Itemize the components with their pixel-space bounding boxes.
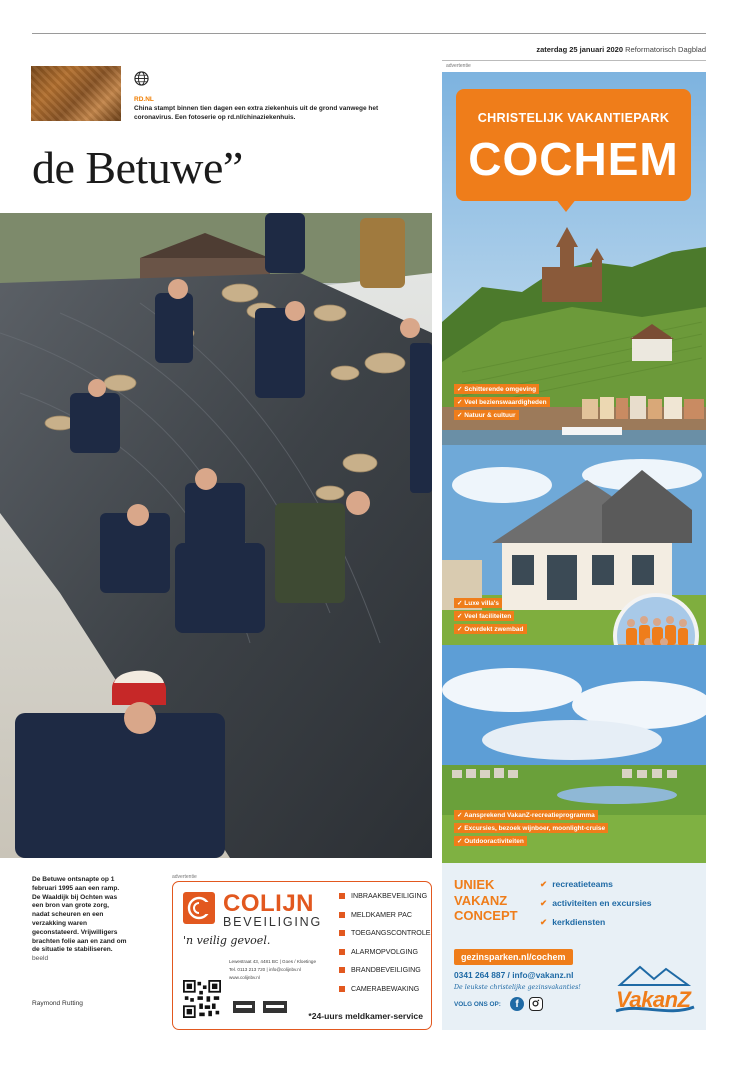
header-rule xyxy=(442,60,706,61)
feature-tag: ✓ Aansprekend VakanZ-recreatieprogramma xyxy=(454,810,598,820)
header-paper: Reformatorisch Dagblad xyxy=(625,45,706,54)
colijn-subtitle: BEVEILIGING xyxy=(223,915,322,929)
concept-feature xyxy=(540,917,652,936)
globe-icon xyxy=(134,71,149,86)
qr-code-icon[interactable] xyxy=(183,980,221,1018)
banner-title: COCHEM xyxy=(468,133,679,185)
ad-label-colijn: advertentie xyxy=(172,874,197,880)
colijn-ad[interactable] xyxy=(172,881,432,1030)
follow-label: VOLG ONS OP: xyxy=(454,1001,501,1008)
colijn-service: ALARMOPVOLGING xyxy=(339,948,431,967)
banner-pointer xyxy=(555,198,577,212)
caption-credit-label: beeld xyxy=(32,955,49,963)
colijn-logo-icon xyxy=(183,892,215,924)
feature-tag: ✓ Luxe villa's xyxy=(454,598,502,608)
check-icon: ✔ xyxy=(540,879,548,889)
contact-line[interactable]: 0341 264 887 / info@vakanz.nl xyxy=(454,970,574,980)
concept-line: CONCEPT xyxy=(454,908,518,923)
feature-tag: ✓ Veel faciliteiten xyxy=(454,611,514,621)
page-header xyxy=(536,45,706,54)
vakanz-info-panel xyxy=(442,863,706,1030)
teaser-thumbnail[interactable] xyxy=(31,66,121,121)
check-icon: ✔ xyxy=(540,916,548,927)
concept-feature-label: recreatieteams xyxy=(552,879,613,889)
colijn-service: TOEGANGSCONTROLE xyxy=(339,929,431,948)
banner-subtitle: CHRISTELIJK VAKANTIEPARK xyxy=(477,111,670,125)
header-date: zaterdag 25 januari 2020 xyxy=(536,45,624,54)
instagram-icon[interactable] xyxy=(529,997,543,1011)
colijn-web[interactable]: www.colijnbv.nl xyxy=(229,975,260,980)
colijn-contact: Tel. 0113 213 720 | info@colijnbv.nl xyxy=(229,967,301,972)
teaser-source[interactable]: RD.NL xyxy=(134,96,154,103)
colijn-services xyxy=(339,892,431,1004)
concept-feature-label: activiteiten en excursies xyxy=(552,897,652,908)
colijn-service: MELDKAMER PAC xyxy=(339,911,431,930)
top-rule xyxy=(32,33,706,34)
colijn-brand: COLIJN xyxy=(223,890,315,917)
tags-group-1 xyxy=(454,384,550,423)
concept-features xyxy=(540,879,652,935)
vakanz-logo[interactable]: VakanZ xyxy=(616,987,691,1012)
colijn-service: CAMERABEWAKING xyxy=(339,985,431,1004)
caption-text: De Betuwe ontsnapte op 1 februari 1995 aan een ramp. De Waaldijk bij Ochten was een bron van grote zorg, nadat scheuren en een verzakking waren geconstateerd. Vrijwilligers brachten folie aan en zand om de situatie te stabiliseren. xyxy=(32,876,127,954)
feature-tag: ✓ Overdekt zwembad xyxy=(454,624,527,634)
feature-tag: ✓ Natuur & cultuur xyxy=(454,410,519,420)
feature-tag: ✓ Excursies, bezoek wijnboer, moonlight-cruise xyxy=(454,823,608,833)
photo-caption xyxy=(32,876,127,964)
vakanz-ad[interactable] xyxy=(442,72,706,1030)
concept-feature xyxy=(540,898,652,917)
headline: de Betuwe” xyxy=(32,142,243,193)
website-link[interactable]: gezinsparken.nl/cochem xyxy=(454,949,573,965)
colijn-slogan: 'n veilig gevoel. xyxy=(183,934,271,947)
feature-tag: ✓ Outdooractiviteiten xyxy=(454,836,527,846)
colijn-service: BRANDBEVEILIGING xyxy=(339,966,431,985)
concept-heading xyxy=(454,877,518,924)
instagram-glyph xyxy=(530,998,541,1009)
facebook-icon[interactable]: f xyxy=(510,997,524,1011)
vakanz-banner xyxy=(456,89,691,201)
concept-feature-label: kerkdiensten xyxy=(552,916,606,927)
concept-line: UNIEK xyxy=(454,877,495,892)
colijn-address-block xyxy=(229,958,316,982)
concept-line: VAKANZ xyxy=(454,892,508,908)
feature-tag: ✓ Schitterende omgeving xyxy=(454,384,539,394)
feature-tag: ✓ Veel bezienswaardigheden xyxy=(454,397,550,407)
ad-label-right: advertentie xyxy=(446,63,471,69)
certification-logos xyxy=(231,998,291,1016)
colijn-address: Lewestraat 43, 4481 BC | Goes / Kloetinge xyxy=(229,959,316,964)
colijn-24h-service: *24-uurs meldkamer-service xyxy=(308,1011,423,1021)
tags-group-2 xyxy=(454,598,527,637)
vakanz-tagline: De leukste christelijke gezinsvakanties! xyxy=(454,984,581,991)
colijn-service: INBRAAKBEVEILIGING xyxy=(339,892,431,911)
dike-photo xyxy=(0,213,432,858)
tags-group-3 xyxy=(454,810,608,849)
caption-credit-name: Raymond Rutting xyxy=(32,1000,83,1007)
check-icon: ✔ xyxy=(540,897,548,908)
concept-feature xyxy=(540,879,652,898)
teaser-text[interactable]: China stampt binnen tien dagen een extra ziekenhuis uit de grond vanwege het coronavirus. Een fotoserie op rd.nl/chinaziekenhuis. xyxy=(134,105,379,121)
